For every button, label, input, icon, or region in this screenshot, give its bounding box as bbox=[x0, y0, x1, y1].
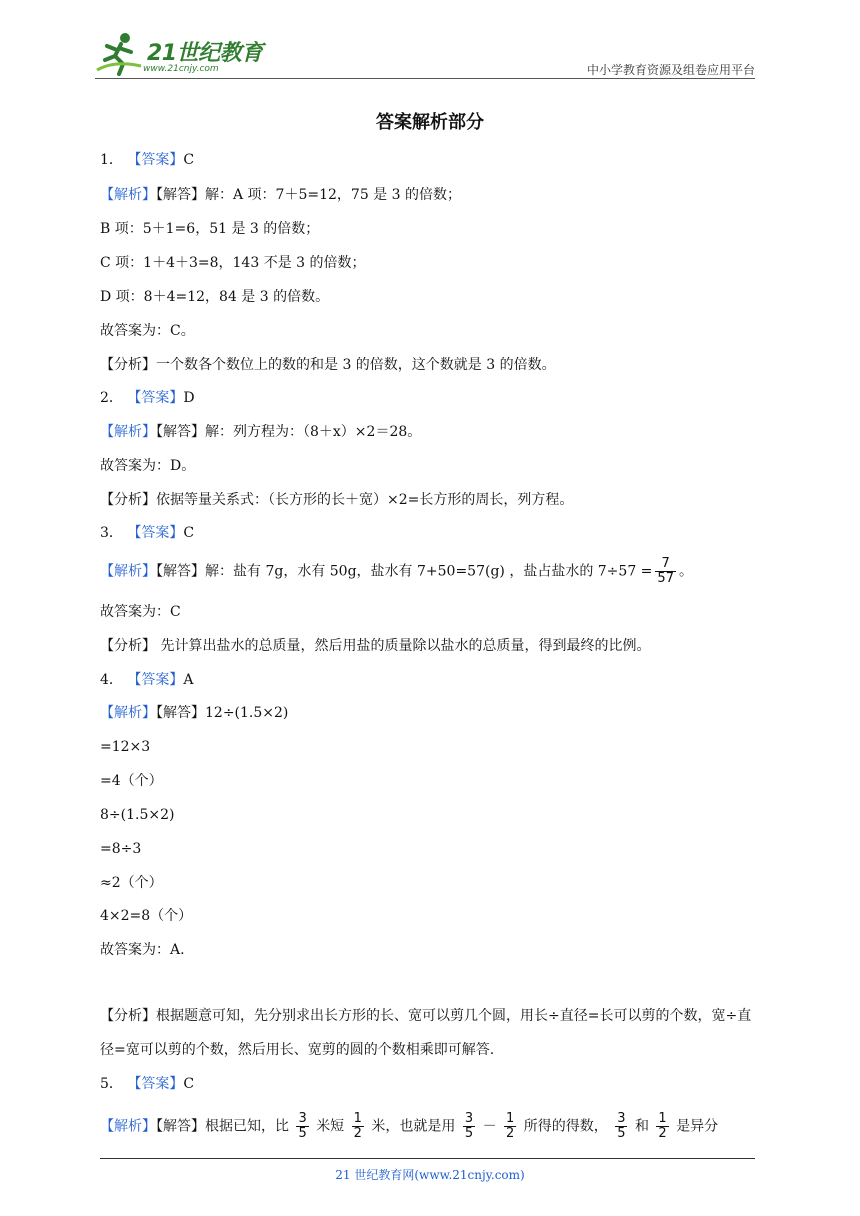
runner-logo-icon bbox=[95, 30, 145, 76]
header-platform-name: 中小学教育资源及组卷应用平台 bbox=[586, 63, 755, 77]
page-title: 答案解析部分 bbox=[376, 112, 484, 133]
fraction: $\frac{1}{2}$ bbox=[353, 1111, 362, 1141]
fraction: $\frac{3}{5}$ bbox=[298, 1111, 307, 1141]
answer-1: 1． 【答案】C bbox=[100, 152, 195, 168]
header-divider bbox=[95, 78, 755, 79]
fraction: $\frac{3}{5}$ bbox=[617, 1111, 626, 1141]
calc-4-a: =12×3 bbox=[100, 739, 151, 755]
reasoning-2: 【分析】依据等量关系式：（长方形的长＋宽）×2=长方形的周长，列方程。 bbox=[100, 492, 574, 508]
reasoning-4: 【分析】根据题意可知，先分别求出长方形的长、宽可以剪几个圆，用长÷直径=长可以剪的个数，宽÷直径=宽可以剪的个数，然后用长、宽剪的圆的个数相乘即可解答. bbox=[100, 1008, 752, 1058]
analysis-1: 【解析】【解答】解：A 项：7＋5=12，75 是 3 的倍数； bbox=[100, 187, 461, 203]
analysis-1-d: D 项：8＋4=12，84 是 3 的倍数。 bbox=[100, 289, 330, 305]
calc-4-b: =4（个） bbox=[100, 773, 163, 789]
conclusion-2: 故答案为：D。 bbox=[100, 458, 196, 474]
answer-2: 2． 【答案】D bbox=[100, 390, 195, 406]
answer-5: 5． 【答案】C bbox=[100, 1076, 195, 1092]
analysis-3: 【解析】【解答】解：盐有 7g，水有 50g，盐水有 7+50=57(g) ，盐占盐水的 7÷57 = $\frac{7}{57}$ 。 bbox=[100, 556, 693, 586]
conclusion-4: 故答案为：A. bbox=[100, 942, 185, 958]
fraction: $\frac{1}{2}$ bbox=[658, 1111, 667, 1141]
reasoning-3: 【分析】 先计算出盐水的总质量，然后用盐的质量除以盐水的总质量，得到最终的比例。 bbox=[100, 638, 651, 654]
calc-4-e: ≈2（个） bbox=[100, 875, 163, 891]
logo-url: www.21cnjy.com bbox=[143, 64, 219, 74]
footer-link[interactable]: 21 世纪教育网(www.21cnjy.com) bbox=[335, 1168, 525, 1182]
conclusion-3: 故答案为：C bbox=[100, 604, 181, 620]
reasoning-1: 【分析】一个数各个数位上的数的和是 3 的倍数，这个数就是 3 的倍数。 bbox=[100, 357, 556, 373]
analysis-1-c: C 项：1＋4＋3=8，143 不是 3 的倍数； bbox=[100, 255, 366, 271]
calc-4-c: 8÷(1.5×2) bbox=[100, 807, 175, 823]
logo bbox=[95, 30, 265, 76]
analysis-5: 【解析】【解答】根据已知，比 $\frac{3}{5}$ 米短 $\frac{1}{2}$ 米，也就是用 $\frac{3}{5}$ － $\frac{1}{2}$ 所得的得数， $\frac{3}{5}$ 和 $\frac{1}{2}$ 是异分 bbox=[100, 1111, 719, 1141]
conclusion-1: 故答案为：C。 bbox=[100, 323, 195, 339]
answer-3: 3． 【答案】C bbox=[100, 525, 195, 541]
page-header bbox=[95, 30, 755, 80]
logo-text: 21世纪教育 bbox=[147, 41, 263, 66]
fraction: $\frac{3}{5}$ bbox=[464, 1111, 474, 1141]
fraction: $\frac{1}{2}$ bbox=[506, 1111, 515, 1141]
footer-divider bbox=[100, 1158, 755, 1159]
analysis-4: 【解析】【解答】12÷(1.5×2) bbox=[100, 705, 289, 721]
answer-4: 4． 【答案】A bbox=[100, 672, 194, 688]
analysis-2: 【解析】【解答】解：列方程为：（8＋x）×2＝28。 bbox=[100, 424, 422, 440]
calc-4-d: =8÷3 bbox=[100, 841, 142, 857]
fraction: $\frac{7}{57}$ bbox=[657, 556, 674, 586]
analysis-1-b: B 项：5＋1=6，51 是 3 的倍数； bbox=[100, 221, 320, 237]
calc-4-f: 4×2=8（个） bbox=[100, 908, 193, 924]
